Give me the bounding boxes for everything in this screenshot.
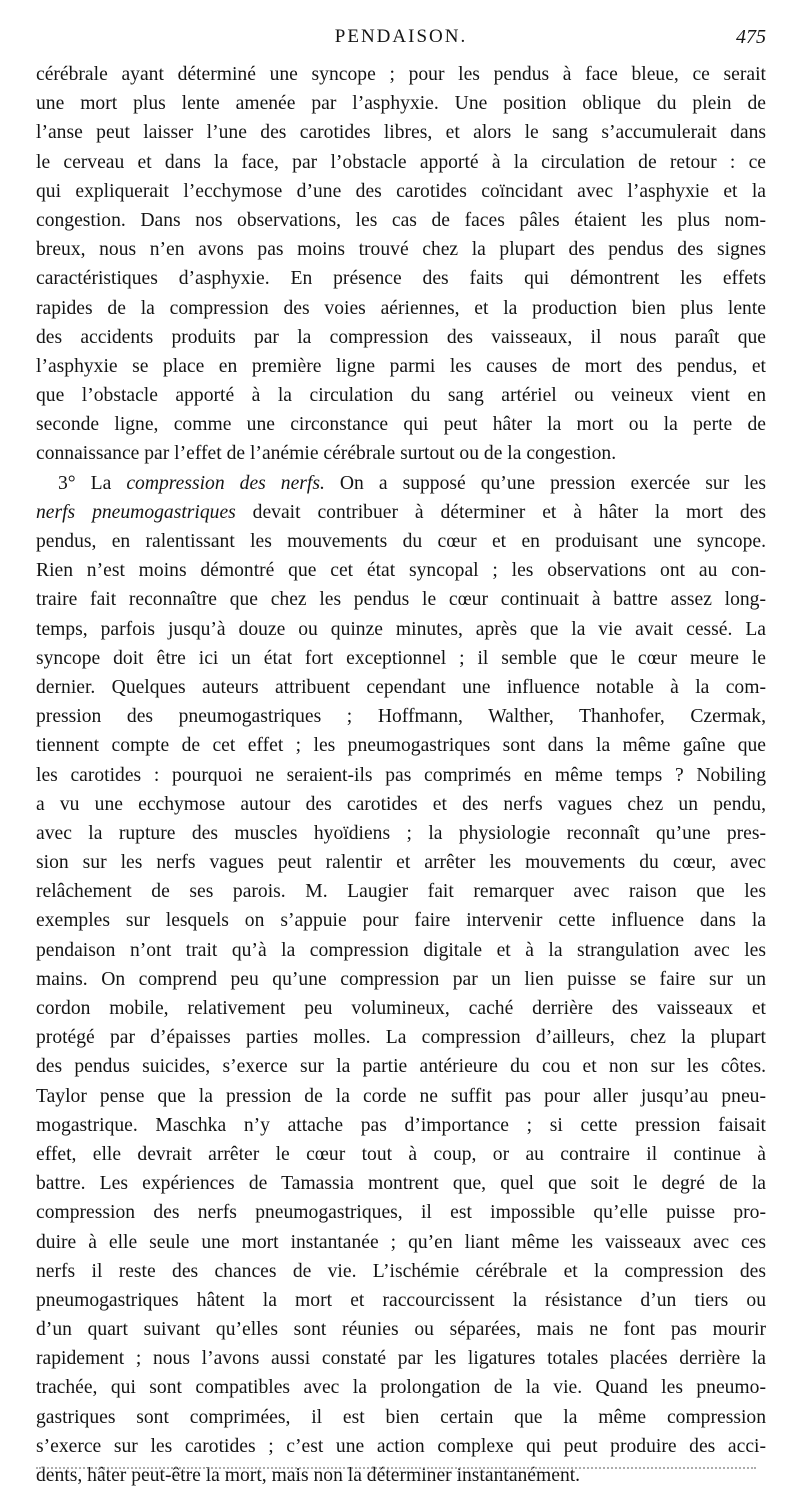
body-text [36, 60, 766, 1490]
text-line [36, 1257, 766, 1286]
text-line [36, 615, 766, 644]
text-line [36, 1111, 766, 1140]
text-line [36, 469, 766, 498]
text-segment: sion sur les nerfs vagues peut ralentir et arrêter les mouvements du cœur, avec [36, 852, 766, 874]
text-line [36, 819, 766, 848]
text-segment: les carotides : pourquoi ne seraient-ils pas comprimés en même temps ? Nobiling [36, 764, 766, 786]
running-title: PENDAISON. [334, 26, 468, 47]
text-segment: dernier. Quelques auteurs attribuent cependant une influence notable à la com- [36, 676, 766, 698]
text-segment: 3° La [58, 472, 127, 494]
text-segment: que l’obstacle apporté à la circulation du sang artériel ou veineux vient en [36, 385, 766, 407]
text-segment: s’exerce sur les carotides ; c’est une action complexe qui peut produire des acci- [36, 1435, 766, 1457]
text-line [36, 644, 766, 673]
text-line [36, 585, 766, 614]
text-segment: protégé par d’épaisses parties molles. La compression d’ailleurs, chez la plupart [36, 1027, 766, 1049]
text-segment: compression des nerfs pneumogastriques, il est impossible qu’elle puisse pro- [36, 1202, 766, 1224]
text-line [36, 264, 766, 293]
text-segment: tiennent compte de cet effet ; les pneumogastriques sont dans la même gaîne que [36, 735, 766, 757]
text-line [36, 1023, 766, 1052]
text-segment: des pendus suicides, s’exerce sur la partie antérieure du cou et non sur les côtes. [36, 1056, 766, 1078]
italic-phrase: nerfs pneumogastriques [36, 501, 236, 523]
text-segment: syncope doit être ici un état fort exceptionnel ; il semble que le cœur meure le [36, 647, 766, 669]
paragraph [36, 469, 766, 1491]
text-segment: breux, nous n’en avons pas moins trouvé chez la plupart des pendus des signes [36, 239, 766, 261]
text-line [36, 936, 766, 965]
text-line [36, 323, 766, 352]
text-line [36, 118, 766, 147]
text-segment: l’anse peut laisser l’une des carotides libres, et alors le sang s’accumulerait dans [36, 122, 766, 144]
text-segment: relâchement de ses parois. M. Laugier fait remarquer avec raison que les [36, 881, 766, 903]
text-segment: pneumogastriques hâtent la mort et raccourcissent la résistance d’un tiers ou [36, 1289, 766, 1311]
text-line [36, 60, 766, 89]
text-line [36, 848, 766, 877]
text-line [36, 439, 766, 468]
text-line [36, 352, 766, 381]
text-segment: le cerveau et dans la face, par l’obstacle apporté à la circulation de retour : ce [36, 151, 766, 173]
italic-phrase: compression des nerfs. [126, 472, 325, 494]
text-line [36, 1169, 766, 1198]
text-segment: exemples sur lesquels on s’appuie pour faire intervenir cette influence dans la [36, 910, 766, 932]
text-segment: temps, parfois jusqu’à douze ou quinze minutes, après que la vie avait cessé. La [36, 618, 766, 640]
text-segment: mains. On comprend peu qu’une compression par un lien puisse se faire sur un [36, 968, 766, 990]
text-line [36, 177, 766, 206]
text-segment: rapides de la compression des voies aériennes, et la production bien plus lente [36, 297, 766, 319]
text-segment: nerfs il reste des chances de vie. L’ischémie cérébrale et la compression des [36, 1260, 766, 1282]
text-segment: pendus, en ralentissant les mouvements du cœur et en produisant une syncope. [36, 531, 766, 552]
text-segment: On a supposé qu’une pression exercée sur les [324, 472, 766, 494]
text-segment: cordon mobile, relativement peu volumineux, caché derrière des vaisseaux et [36, 998, 766, 1019]
text-line [36, 235, 766, 264]
text-segment: qui expliquerait l’ecchymose d’une des carotides coïncidant avec l’asphyxie et la [36, 180, 766, 202]
text-line [36, 1432, 766, 1461]
text-line [36, 410, 766, 439]
text-segment: trachée, qui sont compatibles avec la prolongation de la vie. Quand les pneumo- [36, 1377, 766, 1399]
text-line [36, 790, 766, 819]
text-line [36, 1461, 766, 1490]
text-line [36, 1198, 766, 1227]
text-segment: rapidement ; nous l’avons aussi constaté par les ligatures totales placées derrière la [36, 1348, 766, 1370]
text-segment: des accidents produits par la compression des vaisseaux, il nous paraît que [36, 326, 766, 348]
bottom-print-artifact [36, 1467, 756, 1471]
text-line [36, 994, 766, 1023]
text-line [36, 527, 766, 556]
page-header [36, 26, 766, 56]
text-segment: congestion. Dans nos observations, les cas de faces pâles étaient les plus nom- [36, 209, 766, 231]
text-segment: pendaison n’ont trait qu’à la compression digitale et à la strangulation avec les [36, 939, 766, 961]
text-line [36, 148, 766, 177]
text-segment: Taylor pense que la pression de la corde ne suffit pas pour aller jusqu’au pneu- [36, 1085, 766, 1107]
text-segment: battre. Les expériences de Tamassia montrent que, quel que soit le degré de la [36, 1173, 766, 1195]
text-segment: seconde ligne, comme une circonstance qui peut hâter la mort ou la perte de [36, 414, 766, 436]
text-segment: avec la rupture des muscles hyoïdiens ; la physiologie reconnaît qu’une pres- [36, 822, 766, 844]
text-segment: a vu une ecchymose autour des carotides et des nerfs vagues chez un pendu, [36, 793, 766, 815]
text-line [36, 1315, 766, 1344]
text-segment: cérébrale ayant déterminé une syncope ; pour les pendus à face bleue, ce serait [36, 64, 766, 85]
text-line [36, 1403, 766, 1432]
text-line [36, 1228, 766, 1257]
text-segment: caractéristiques d’asphyxie. En présence des faits qui démontrent les effets [36, 268, 766, 290]
text-segment: pression des pneumogastriques ; Hoffmann, Walther, Thanhofer, Czermak, [36, 706, 766, 728]
text-segment: d’un quart suivant qu’elles sont réunies ou séparées, mais ne font pas mourir [36, 1319, 766, 1341]
text-segment: l’asphyxie se place en première ligne parmi les causes de mort des pendus, et [36, 355, 766, 377]
text-line [36, 673, 766, 702]
text-line [36, 89, 766, 118]
text-line [36, 761, 766, 790]
text-line [36, 381, 766, 410]
text-line [36, 877, 766, 906]
text-segment: duire à elle seule une mort instantanée ; qu’en liant même les vaisseaux avec ces [36, 1231, 766, 1253]
text-segment: traire fait reconnaître que chez les pendus le cœur continuait à battre assez long- [36, 589, 766, 611]
text-line [36, 1286, 766, 1315]
text-segment: gastriques sont comprimées, il est bien certain que la même compression [36, 1406, 766, 1428]
text-line [36, 702, 766, 731]
text-segment: devait contribuer à déterminer et à hâter la mort des [235, 501, 766, 523]
text-line [36, 965, 766, 994]
text-line [36, 556, 766, 585]
text-segment: Rien n’est moins démontré que cet état syncopal ; les observations ont au con- [36, 560, 766, 582]
text-line [36, 906, 766, 935]
text-segment: une mort plus lente amenée par l’asphyxie. Une position oblique du plein de [36, 93, 766, 115]
paragraph [36, 60, 766, 469]
text-line [36, 294, 766, 323]
text-line [36, 498, 766, 527]
text-segment: connaissance par l’effet de l’anémie cérébrale surtout ou de la congestion. [36, 443, 617, 465]
text-segment: effet, elle devrait arrêter le cœur tout à coup, or au contraire il continue à [36, 1143, 766, 1165]
text-line [36, 1082, 766, 1111]
text-line [36, 731, 766, 760]
text-segment: dents, hâter peut-être la mort, mais non la déterminer instantanément. [36, 1465, 581, 1486]
text-line [36, 206, 766, 235]
text-segment: mogastrique. Maschka n’y attache pas d’importance ; si cette pression faisait [36, 1114, 766, 1136]
page-number: 475 [736, 26, 766, 48]
text-line [36, 1373, 766, 1402]
text-line [36, 1052, 766, 1081]
text-line [36, 1344, 766, 1373]
text-line [36, 1140, 766, 1169]
